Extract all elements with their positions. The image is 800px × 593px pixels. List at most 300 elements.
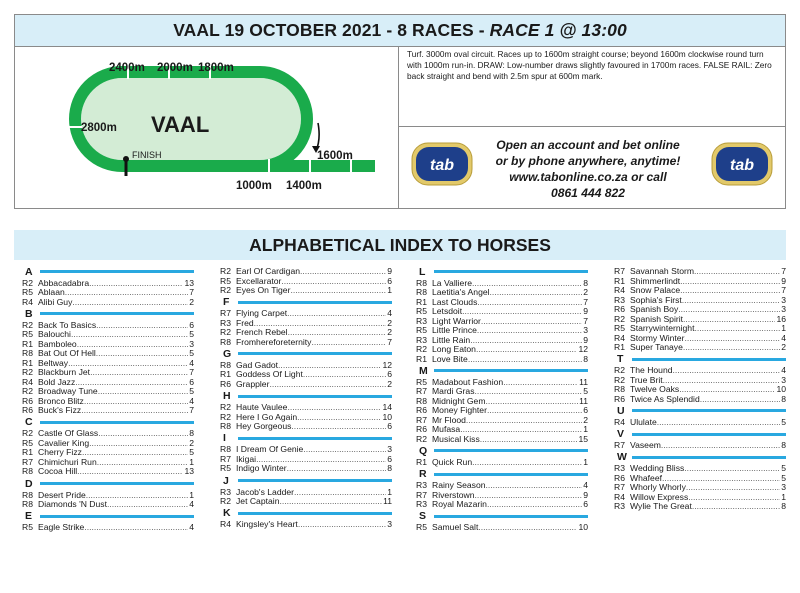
horse-name: Starrywinternight [630,323,695,333]
horse-entry [416,434,588,444]
saddle-cloth-number: 5 [189,329,194,340]
horse-entry [614,342,786,352]
saddle-cloth-number: 2 [387,378,392,389]
race-number: R7 [614,482,625,493]
horse-entry [614,304,786,314]
race-number: R1 [416,296,427,307]
saddle-cloth-number: 13 [184,466,194,477]
leader-dots [663,375,781,385]
letter-header [614,354,786,365]
saddle-cloth-number: 5 [189,348,194,359]
leader-dots [71,329,188,339]
leader-dots [478,522,577,532]
leader-dots [480,434,578,444]
horse-entry [614,501,786,511]
horse-entry [220,327,392,337]
leader-dots [68,358,188,368]
horse-name: Money Fighter [432,405,487,416]
tab-line-3: www.tabonline.co.za or call [509,170,667,184]
race-number: R1 [614,342,625,352]
horse-entry [22,490,194,500]
horse-entry [220,487,392,497]
leader-dots [694,266,780,276]
tab-logo-text: tab [430,157,454,174]
saddle-cloth-number: 3 [189,338,194,349]
leader-dots [287,402,381,412]
saddle-cloth-number: 1 [189,456,194,467]
horse-name: Excellarator [236,275,282,286]
horse-entry [22,358,194,368]
horse-entry [22,499,194,509]
saddle-cloth-number: 9 [583,334,588,345]
letter-label: G [223,347,232,360]
horse-entry [614,365,786,375]
letter-label: A [25,265,33,278]
race-number: R8 [22,489,33,500]
horse-name: Midnight Gem [432,395,486,406]
horse-name: Royal Mazarin [432,499,487,510]
race-number: R2 [22,386,33,397]
race-number: R1 [614,275,625,286]
letter-divider [238,352,392,355]
race-number: R4 [614,491,625,502]
race-number: R2 [614,374,625,385]
horse-entry [614,473,786,483]
race-number: R1 [416,456,427,467]
saddle-cloth-number: 4 [781,365,786,376]
leader-dots [65,287,188,297]
race-number: R2 [220,496,231,506]
letter-header [416,511,588,522]
horse-name: Samuel Salt [432,522,479,533]
horse-name: Ablaan [38,287,65,297]
horse-entry [614,333,786,343]
saddle-cloth-number: 9 [583,489,588,500]
leader-dots [269,379,386,389]
horse-entry [220,285,392,295]
dist-label-1600: 1600m [317,150,353,162]
horse-entry [22,287,194,297]
leader-dots [486,396,579,406]
saddle-cloth-number: 6 [189,376,194,387]
horse-name: Shimmerlindt [630,275,681,286]
leader-dots [107,499,188,509]
race-number: R7 [416,414,427,425]
saddle-cloth-number: 1 [781,491,786,502]
race-number: R5 [614,323,625,333]
race-number: R5 [22,522,33,533]
horse-name: Kingsley's Heart [236,519,298,530]
horse-entry [22,348,194,358]
horse-name: Spanish Spirit [630,313,684,324]
horse-entry [416,415,588,425]
letter-label: I [223,432,226,445]
letter-divider [632,358,786,361]
horse-entry [416,377,588,387]
leader-dots [475,386,583,396]
horse-name: Fred [236,317,254,328]
saddle-cloth-number: 4 [189,499,194,510]
race-number: R3 [220,486,231,497]
letter-divider [40,270,194,273]
horse-name: Here I Go Again [236,411,298,422]
race-number: R7 [220,308,231,319]
horse-name: Mr Flood [432,414,466,425]
horse-name: Letsdoit [432,306,463,316]
leader-dots [81,405,188,415]
horse-name: Fromhereforeternity [236,336,312,347]
tab-logo-text: tab [730,157,754,174]
horse-name: Rainy Season [432,480,486,491]
horse-entry [22,329,194,339]
saddle-cloth-number: 7 [189,405,194,416]
leader-dots [311,337,386,347]
horse-name: The Hound [630,365,673,376]
track-info: Turf. 3000m oval circuit. Races up to 1600m straight course; beyond 1600m clockwise round turn with 1000m run-in. DRAW: Low-number draws slightly favoured in 1700m races. FALSE RAIL: Zero back straight and bend with 2.5m spur at 600m mark. [399,47,785,127]
leader-dots [682,295,780,305]
race-number: R6 [416,405,427,416]
horse-entry [614,394,786,404]
horse-name: Broadway Tune [38,386,98,397]
horse-name: Eagle Strike [38,522,85,533]
letter-divider [40,482,194,485]
leader-dots [97,457,188,467]
letter-header [22,511,194,522]
horse-name: Blackburn Jet [38,367,91,378]
leader-dots [662,473,780,483]
race-title [15,15,785,47]
saddle-cloth-number: 6 [387,453,392,464]
saddle-cloth-number: 2 [387,317,392,328]
letter-header [220,297,392,308]
leader-dots [686,482,780,492]
horse-entry [416,287,588,297]
saddle-cloth-number: 8 [781,393,786,404]
race-number: R6 [614,304,625,314]
horse-name: Last Clouds [432,296,478,307]
horse-name: Snow Palace [630,285,681,295]
letter-divider [238,395,392,398]
horse-name: Musical Kiss [432,433,480,444]
letter-divider [40,515,194,518]
leader-dots [684,463,780,473]
race-number: R8 [220,444,231,455]
horse-name: Desert Pride [38,489,86,500]
saddle-cloth-number: 4 [387,308,392,319]
race-number: R2 [416,433,427,444]
race-number: R6 [614,472,625,483]
race-number: R3 [614,463,625,474]
horse-entry [220,379,392,389]
race-number: R2 [22,428,33,439]
leader-dots [75,377,188,387]
letter-label: L [419,265,426,278]
horse-entry [416,386,588,396]
horse-name: Ikigai [236,453,257,464]
horse-entry [416,480,588,490]
horse-entry [22,320,194,330]
saddle-cloth-number: 10 [382,411,392,422]
horse-entry [22,438,194,448]
race-number: R8 [416,287,427,297]
letter-header [416,445,588,456]
race-number: R2 [220,327,231,338]
race-number: R2 [220,266,231,276]
horse-entry [614,482,786,492]
letter-header [416,266,588,277]
leader-dots [77,339,189,349]
race-number: R2 [614,365,625,376]
race-number: R5 [220,275,231,286]
horse-name: Quick Run [432,456,473,467]
saddle-cloth-number: 6 [583,405,588,416]
saddle-cloth-number: 1 [387,285,392,295]
horse-name: Willow Express [630,491,689,502]
horse-entry [416,297,588,307]
race-number: R8 [22,499,33,510]
letter-divider [238,301,392,304]
horse-name: Haute Vaulee [236,402,288,413]
leader-dots [281,276,386,286]
horse-name: Beltway [38,357,69,368]
horse-name: Little Rain [432,334,471,345]
horse-name: Earl Of Cardigan [236,266,301,276]
saddle-cloth-number: 5 [781,416,786,427]
saddle-cloth-number: 3 [781,304,786,314]
tab-promo-text [483,137,693,201]
horse-entry [220,463,392,473]
letter-label: H [223,390,231,403]
horse-entry [614,323,786,333]
horse-entry [416,316,588,326]
horse-name: Flying Carpet [236,308,288,319]
leader-dots [700,394,780,404]
horse-entry [416,344,588,354]
letter-label: M [419,364,428,377]
leader-dots [657,417,780,427]
letter-header [22,417,194,428]
leader-dots [96,348,188,358]
horse-name: Mufasa [432,424,461,435]
leader-dots [679,384,775,394]
saddle-cloth-number: 2 [387,327,392,338]
leader-dots [694,323,780,333]
race-number: R1 [416,353,427,364]
dist-label-2400: 2400m [109,62,145,74]
horse-entry [220,266,392,276]
race-number: R7 [220,453,231,464]
horse-name: Ululate [630,416,657,427]
horse-name: Madabout Fashion [432,376,504,387]
leader-dots [692,501,780,511]
leader-dots [472,457,582,467]
race-number: R2 [220,411,231,422]
horse-name: Castle Of Glass [38,428,99,439]
race-number: R7 [416,386,427,397]
leader-dots [287,308,386,318]
horse-name: Grappler [236,378,270,389]
saddle-cloth-number: 9 [781,275,786,286]
horse-entry [22,367,194,377]
horse-name: Vaseem [630,440,661,451]
horse-name: Twelve Oaks [630,384,680,395]
horse-entry [416,424,588,434]
saddle-cloth-number: 3 [387,444,392,455]
saddle-cloth-number: 3 [387,519,392,530]
leader-dots [476,344,577,354]
horse-name: Spanish Boy [630,304,679,314]
letter-label: W [617,451,627,464]
track-name: VAAL [151,112,210,137]
horse-entry [22,278,194,288]
race-number: R2 [614,313,625,324]
race-number: R8 [614,384,625,395]
saddle-cloth-number: 4 [189,357,194,368]
letter-divider [632,433,786,436]
race-number: R4 [614,416,625,427]
leader-dots [683,314,775,324]
race-number: R8 [220,421,231,432]
dist-label-1800: 1800m [198,62,234,74]
saddle-cloth-number: 5 [189,447,194,458]
horse-name: Buck's Fizz [38,405,82,416]
saddle-cloth-number: 8 [387,463,392,474]
horse-name: Back To Basics [38,319,97,330]
horse-name: Eyes On Tiger [236,285,291,295]
leader-dots [466,415,582,425]
horse-entry [22,466,194,476]
saddle-cloth-number: 5 [189,386,194,397]
race-number: R2 [220,402,231,413]
race-number: R4 [22,296,33,307]
race-number: R1 [22,357,33,368]
saddle-cloth-number: 6 [583,499,588,510]
leader-dots [303,444,386,454]
letter-header [416,469,588,480]
leader-dots [84,522,188,532]
horse-name: Laetitia's Angel [432,287,490,297]
leader-dots [89,438,188,448]
tab-logo-right [711,142,773,186]
saddle-cloth-number: 6 [189,319,194,330]
race-number: R5 [416,306,427,316]
horse-entry [220,360,392,370]
finish-label: FINISH [132,150,162,160]
race-header [14,14,786,209]
race-number: R1 [22,338,33,349]
tab-promo [399,127,785,209]
leader-dots [680,276,780,286]
horse-entry [22,339,194,349]
letter-label: U [617,404,625,417]
horse-name: Savannah Storm [630,266,695,276]
race-number: R6 [22,405,33,416]
letter-divider [40,312,194,315]
horse-name: La Valliere [432,277,472,288]
saddle-cloth-number: 11 [383,496,392,506]
horse-entry [614,492,786,502]
saddle-cloth-number: 7 [189,367,194,378]
tab-line-4: 0861 444 822 [551,186,625,200]
horse-entry [220,519,392,529]
horse-name: Goddess Of Light [236,369,303,380]
letter-label: C [25,416,33,429]
leader-dots [256,454,386,464]
letter-divider [238,437,392,440]
horse-entry [22,428,194,438]
saddle-cloth-number: 2 [781,342,786,352]
horse-name: Love Bite [432,353,468,364]
leader-dots [86,490,188,500]
saddle-cloth-number: 6 [387,369,392,380]
horse-entry [22,377,194,387]
saddle-cloth-number: 7 [781,285,786,295]
race-number: R4 [614,332,625,343]
saddle-cloth-number: 2 [583,287,588,297]
horse-name: Stormy Winter [630,332,685,343]
horse-entry [22,457,194,467]
letter-label: V [617,428,625,441]
leader-dots [462,306,582,316]
letter-divider [632,456,786,459]
leader-dots [290,285,386,295]
horse-entry [416,306,588,316]
race-number: R1 [220,369,231,380]
saddle-cloth-number: 6 [387,275,392,286]
horse-entry [416,325,588,335]
letter-header [220,433,392,444]
race-number: R1 [22,447,33,458]
index-title: ALPHABETICAL INDEX TO HORSES [14,230,786,260]
race-number: R8 [22,348,33,359]
saddle-cloth-number: 8 [781,440,786,451]
saddle-cloth-number: 8 [583,353,588,364]
race-number: R2 [22,367,33,378]
horse-name: Bamboleo [38,338,77,349]
horse-entry [614,463,786,473]
horse-name: Balouchi [38,329,71,340]
saddle-cloth-number: 6 [387,421,392,432]
horse-entry [220,308,392,318]
horse-name: Jacob's Ladder [236,486,295,497]
tab-line-1: Open an account and bet online [496,138,680,152]
leader-dots [503,377,578,387]
race-number: R5 [22,437,33,448]
horse-entry [220,402,392,412]
leader-dots [303,369,386,379]
finish-post-head [123,156,129,162]
race-number: R3 [416,334,427,345]
letter-divider [434,515,588,518]
leader-dots [683,342,780,352]
horse-name: Wylie The Great [630,501,692,512]
leader-dots [490,287,583,297]
race-number: R6 [614,393,625,404]
leader-dots [475,490,583,500]
horse-entry [22,405,194,415]
leader-dots [678,304,780,314]
letter-header [220,508,392,519]
horse-entry [416,354,588,364]
letter-header [416,365,588,376]
saddle-cloth-number: 16 [776,313,786,324]
leader-dots [84,396,188,406]
letter-header [614,429,786,440]
saddle-cloth-number: 4 [583,480,588,491]
letter-header [22,308,194,319]
horse-entry [614,276,786,286]
race-number: R7 [614,266,625,276]
